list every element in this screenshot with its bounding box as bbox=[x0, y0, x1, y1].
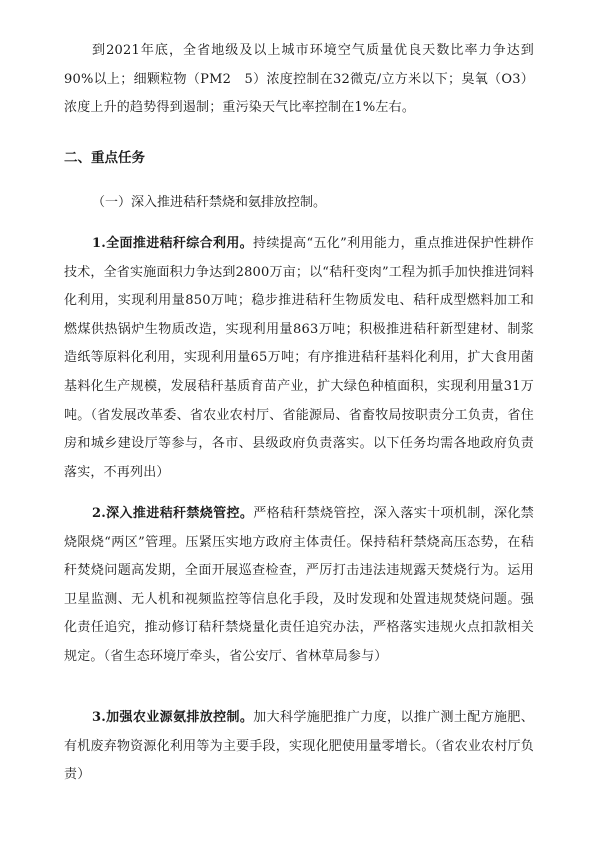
subsection-heading: （一）深入推进秸秆禁烧和氨排放控制。 bbox=[92, 195, 327, 210]
item-3-lead: 3.加强农业源氨排放控制。 bbox=[92, 710, 254, 725]
item-2-body: 严格秸秆禁烧管控，深入落实十项机制，深化禁烧限烧“两区”管理。压紧压实地方政府主体责任。保持秸秆禁烧高压态势，在秸秆焚烧问题高发期，全面开展巡查检查，严厉打击违法违规露天焚烧行为。运用卫星监测、无人机和视频监控等信息化手段，及时发现和处置违规焚烧问题。强化责任追究，推动修订秸秆禁烧量化责任追究办法，严格落实违规火点扣款相关规定。（省生态环境厅牵头，省公安厅、省林草局参与） bbox=[64, 506, 534, 664]
section-heading: 二、重点任务 bbox=[64, 150, 145, 166]
item-1-body: 持续提高“五化”利用能力，重点推进保护性耕作技术，全省实施面积力争达到2800万亩；以“秸秆变肉”工程为抓手加快推进饲料化利用，实现利用量850万吨；稳步推进秸秆生物质发电、秸秆成型燃料加工和燃煤供热锅炉生物质改造，实现利用量863万吨；积极推进秸秆新型建材、制浆造纸等原料化利用，实现利用量65万吨；有序推进秸秆基料化利用，扩大食用菌基料化生产规模，发展秸秆基质育苗产业，扩大绿色种植面积，实现利用量31万吨。（省发展改革委、省农业农村厅、省能源局、省畜牧局按职责分工负责，省住房和城乡建设厅等参与，各市、县级政府负责落实。以下任务均需各地政府负责落实，不再列出） bbox=[64, 236, 535, 480]
intro-paragraph: 到2021年底，全省地级及以上城市环境空气质量优良天数比率力争达到90%以上；细颗粒物（PM2 5）浓度控制在32微克/立方米以下；臭氧（O3）浓度上升的趋势得到遏制；重污染天气比率控制在1%左右。 bbox=[64, 43, 534, 116]
item-3-body: 加大科学施肥推广力度，以推广测土配方施肥、有机废弃物资源化利用等为主要手段，实现化肥使用量零增长。（省农业农村厅负责） bbox=[64, 710, 534, 783]
item-3-paragraph bbox=[64, 704, 534, 790]
item-2-paragraph bbox=[64, 500, 534, 672]
item-1-paragraph bbox=[64, 230, 534, 487]
item-2-lead: 2.深入推进秸秆禁烧管控。 bbox=[92, 506, 254, 521]
item-1-lead: 1.全面推进秸秆综合利用。 bbox=[92, 236, 254, 251]
